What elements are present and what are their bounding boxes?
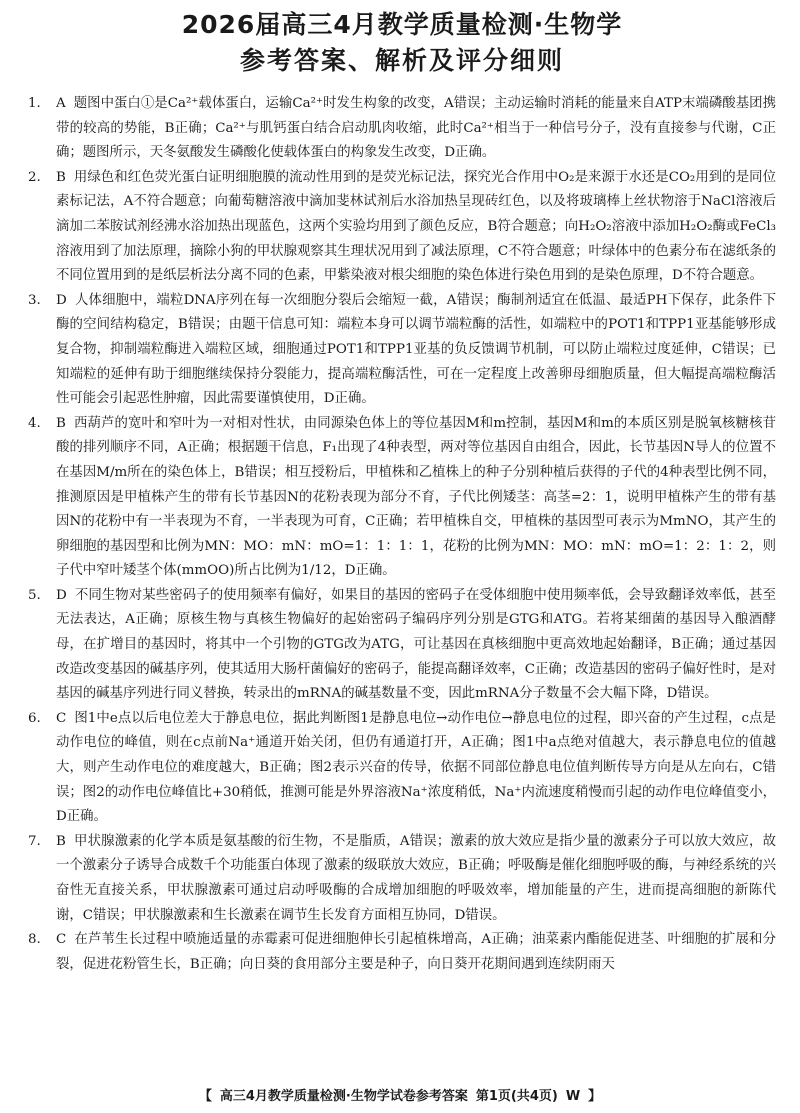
item-number: 3. bbox=[28, 292, 41, 308]
answer-item-3 bbox=[28, 289, 776, 412]
item-explanation: 西葫芦的宽叶和窄叶为一对相对性状，由同源染色体上的等位基因M和m控制，基因M和m的本质区别是脱氧核糖核苷酸的排列顺序不同，A正确；根据题干信息，F₁出现了4种表型，两对等位基因自由组合，因此，长节基因N导人的位置不在基因M/m所在的染色体上，B错误；相互授粉后，甲植株和乙植株上的种子分别种植后获得的子代的4种表型比例不同，推测原因是甲植株产生的带有长节基因N的花粉表现为部分不育，子代比例矮茎：高茎=2：1，说明甲植株产生的带有基因N的花粉中有一半表现为不育，一半表现为可育，C正确；若甲植株自交，甲植株的基因型可表示为MmNO，其产生的卵细胞的基因型和比例为MN：MO：mN：mO=1：1：1：1，花粉的比例为MN：MO：mN：mO=1：2：1：2，则子代中窄叶矮茎个体(mmOO)所占比例为1/12，D正确。 bbox=[56, 415, 776, 579]
footer-title: 高三4月教学质量检测·生物学试卷参考答案 bbox=[219, 1089, 468, 1104]
item-answer: B bbox=[56, 169, 66, 185]
item-answer: C bbox=[56, 932, 67, 948]
page-title: 2026届高三4月教学质量检测·生物学 bbox=[181, 10, 623, 39]
footer-right-bracket: 】 bbox=[588, 1089, 602, 1104]
item-explanation: 人体细胞中，端粒DNA序列在每一次细胞分裂后会缩短一截，A错误；酶制剂适宜在低温、最适PH下保存，此条件下酶的空间结构稳定，B错误；由题干信息可知：端粒本身可以调节端粒酶的活性，如端粒中的POT1和TPP1亚基能够形成复合物，抑制端粒酶进入端粒区域，细胞通过POT1和TPP1亚基的负反馈调节机制，可以防止端粒过度延伸，C错误；已知端粒的延伸有助于细胞继续保持分裂能力，提高端粒酶活性，可在一定程度上改善卵母细胞质量，但大幅提高端粒酶活性可能会引起恶性肿瘤，因此需要谨慎使用，D正确。 bbox=[56, 292, 776, 407]
item-number: 8. bbox=[28, 932, 41, 948]
answer-item-6 bbox=[28, 707, 776, 830]
item-number: 2. bbox=[28, 169, 41, 185]
item-number: 5. bbox=[28, 587, 41, 603]
item-explanation: 在芦苇生长过程中喷施适量的赤霉素可促进细胞伸长引起植株增高，A正确；油菜素内酯能促进茎、叶细胞的扩展和分裂，促进花粉管生长，B正确；向日葵的食用部分主要是种子，向日葵开花期间遇到连续阴雨天 bbox=[56, 932, 776, 972]
item-explanation: 不同生物对某些密码子的使用频率有偏好，如果目的基因的密码子在受体细胞中使用频率低，会导致翻译效率低，甚至无法表达，A正确；原核生物与真核生物偏好的起始密码子编码序列分别是GTG和ATG。若将某细菌的基因导入酿酒酵母，在扩增目的基因时，将其中一个引物的GTG改为ATG，可让基因在真核细胞中更高效地起始翻译，B正确；通过基因改造改变基因的碱基序列，使其适用大肠杆菌偏好的密码子，能提高翻译效率，C正确；改造基因的密码子偏好性时，是对基因的碱基序列进行同义替换，转录出的mRNA的碱基数量不变，因此mRNA分子数量不会大幅下降，D错误。 bbox=[56, 587, 776, 702]
item-explanation: 图1中e点以后电位差大于静息电位，据此判断图1是静息电位→动作电位→静息电位的过程，即兴奋的产生过程，c点是动作电位的峰值，则在c点前Na⁺通道开始关闭，但仍有通道打开，A正确；图1中a点绝对值越大，表示静息电位的值越大，则产生动作电位的难度越大，B正确；图2表示兴奋的传导，依据不同部位静息电位值判断传导方向是从左向右，C错误；图2的动作电位峰值比+30稍低，推测可能是外界溶液Na⁺浓度稍低，Na⁺内流速度稍慢而引起的动作电位峰值变小，D正确。 bbox=[56, 710, 776, 825]
item-answer: D bbox=[56, 587, 67, 603]
item-number: 4. bbox=[28, 415, 41, 431]
item-number: 1. bbox=[28, 96, 41, 111]
answer-item-4 bbox=[28, 412, 776, 584]
answer-item-8 bbox=[28, 928, 776, 977]
page-footer bbox=[0, 1087, 800, 1107]
answer-list bbox=[28, 92, 776, 977]
item-explanation: 用绿色和红色荧光蛋白证明细胞膜的流动性用到的是荧光标记法，探究光合作用中O₂是来源于水还是CO₂用到的是同位素标记法，A不符合题意；向葡萄糖溶液中滴加斐林试剂后水浴加热呈现砖红色，以及将玻璃棒上丝状物溶于NaCl溶液后滴加二苯胺试剂经沸水浴加热出现蓝色，这两个实验均用到了颜色反应，B符合题意；向H₂O₂溶液中添加H₂O₂酶或FeCl₃溶液用到了加法原理，摘除小狗的甲状腺观察其生理状况用到了减法原理，C不符合题意；叶绿体中的色素分布在滤纸条的不同位置用到的是纸层析法分离不同的色素，甲紫染液对根尖细胞的染色体进行染色用到的是染色原理，D不符合题意。 bbox=[56, 169, 776, 284]
item-explanation: 甲状腺激素的化学本质是氨基酸的衍生物，不是脂质，A错误；激素的放大效应是指少量的激素分子可以放大效应，故一个激素分子诱导合成数千个功能蛋白体现了激素的级联放大效应，B正确；呼吸酶是催化细胞呼吸的酶，与神经系统的兴奋性无直接关系，甲状腺激素可通过启动呼吸酶的合成增加细胞的呼吸效率，增加能量的产生，进而提高细胞的新陈代谢，C错误；甲状腺激素和生长激素在调节生长发育方面相互协同，D错误。 bbox=[56, 833, 776, 923]
item-answer: B bbox=[56, 833, 66, 849]
item-explanation: 题图中蛋白①是Ca²⁺载体蛋白，运输Ca²⁺时发生构象的改变，A错误；主动运输时消耗的能量来自ATP末端磷酸基团携带的较高的势能，B正确；Ca²⁺与肌钙蛋白结合启动肌肉收缩，此时Ca²⁺相当于一种信号分子，没有直接参与代谢，C正确；题图所示，天冬氨酸发生磷酸化使载体蛋白的构象发生改变，D正确。 bbox=[56, 96, 776, 161]
answer-item-2 bbox=[28, 166, 776, 289]
page-subtitle: 参考答案、解析及评分细则 bbox=[239, 46, 564, 75]
item-number: 6. bbox=[28, 710, 41, 726]
answer-item-7 bbox=[28, 830, 776, 928]
answer-item-1 bbox=[28, 92, 776, 166]
item-number: 7. bbox=[28, 833, 41, 849]
footer-left-bracket: 【 bbox=[198, 1089, 212, 1104]
item-answer: A bbox=[56, 96, 66, 111]
item-answer: D bbox=[56, 292, 67, 308]
item-answer: B bbox=[56, 415, 66, 431]
answer-item-5 bbox=[28, 584, 776, 707]
footer-page-number: 第1页(共4页) bbox=[475, 1089, 558, 1104]
item-answer: C bbox=[56, 710, 67, 726]
footer-code: W bbox=[565, 1089, 581, 1104]
